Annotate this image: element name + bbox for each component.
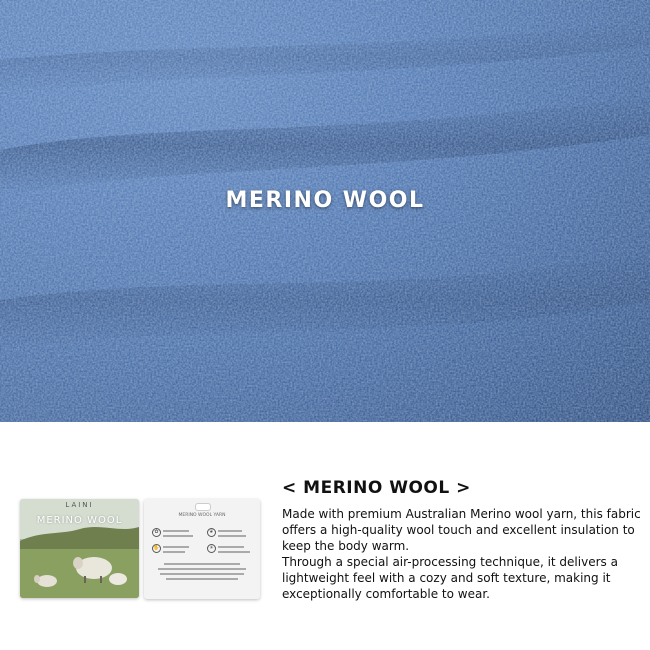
product-tag-back (144, 499, 260, 599)
tag-brand-name: LAINI (65, 501, 94, 509)
info-heading: < MERINO WOOL > (282, 478, 471, 498)
wool-icon: ✿ (152, 528, 161, 537)
feather-icon: ❦ (207, 528, 216, 537)
tag-feature-row (152, 543, 252, 557)
tag-hole (195, 503, 211, 511)
description-paragraph: Made with premium Australian Merino wool yarn, this fabric offers a high-quality wool touch and excellent insulation to keep the body warm. (282, 507, 641, 553)
hero-title: MERINO WOOL (225, 188, 425, 213)
tag-feature-row (152, 527, 252, 541)
warmth-icon: ☀ (207, 544, 216, 553)
product-tag-front (20, 499, 139, 598)
product-info-section (0, 422, 650, 650)
tag-front-title: MERINO WOOL (36, 515, 123, 526)
tag-back-title: MERINO WOOL YARN (178, 513, 226, 518)
description-paragraph: Through a special air-processing technique, it delivers a lightweight feel with a cozy and soft texture, making it exceptionally comfortable to wear. (282, 555, 618, 601)
soft-touch-icon: ✋ (153, 545, 160, 551)
info-description (282, 506, 642, 602)
sheep-photo (20, 499, 139, 598)
